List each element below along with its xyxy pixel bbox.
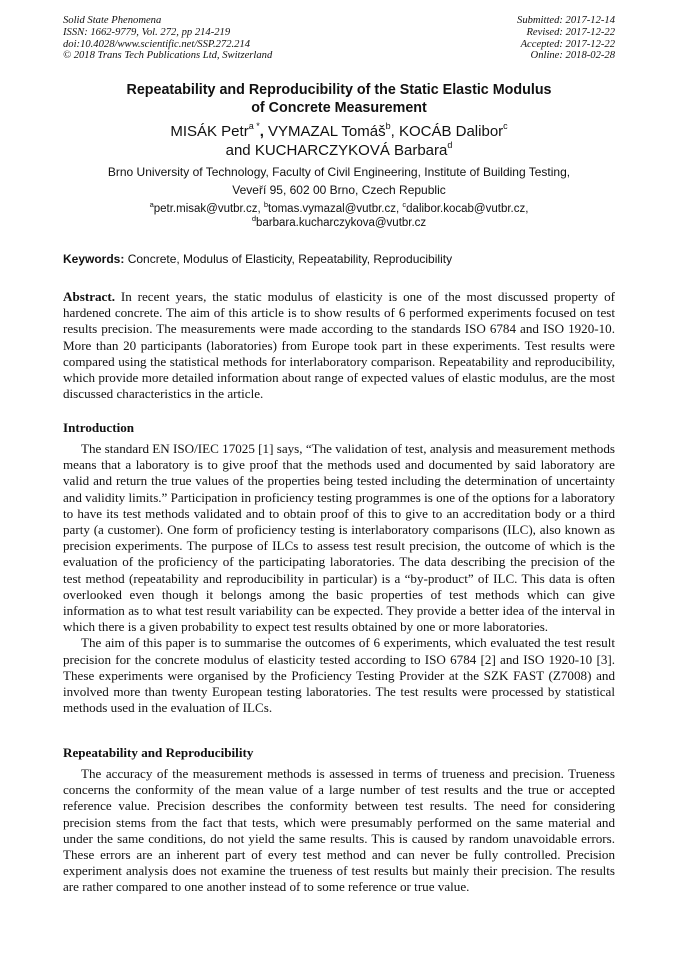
paper-title bbox=[63, 82, 615, 117]
email-sup: d bbox=[251, 214, 256, 223]
paragraph: The standard EN ISO/IEC 17025 [1] says, “The validation of test, analysis and measurement methods means that a laboratory is to give proof that the methods used and documented by said laboratory are valid and return the true values of the properties being tested including the determination of uncertainty and validity limits.” Participation in proficiency testing programmes is one of the options for a laboratory to have its test methods validated and to obtain proof of this to give to an accreditation body or a third party (a customer). One form of proficiency testing is interlaboratory comparisons (ILC), also known as precision experiments. The purpose of ILCs to assess test result precision, the outcome of which is the evaluation of the proficiency of the participating laboratories. The data describing the precision of the test method (repeatability and reproducibility in particular) is a “by-product” of ILC. This data is often overlooked even though it belongs among the basic properties of test methods which can give information as to what test result variability can be expected. They provide a better idea of the interval in which there is a given probability to expect test results obtained by one or more laboratories. bbox=[63, 441, 615, 635]
affiliation-line-1: Brno University of Technology, Faculty of Civil Engineering, Institute of Building Testing, bbox=[107, 165, 571, 179]
author-separator: , bbox=[390, 123, 399, 140]
paragraph: The accuracy of the measurement methods is assessed in terms of trueness and precision. Trueness concerns the conformity of the mean value of a large number of test results and the true or accepted reference value. Precision describes the conformity between test results. The need for considering precision stems from the fact that tests, which were presumably performed on the same material and under the same conditions, do not yield the same results. This is caused by random unavoidable errors. These errors are an inherent part of every test method and can never be fully controlled. Precision experiment analysis does not examine the trueness of test results but mainly their precision. The results are rather compared to one another instead of to some reference or true value. bbox=[63, 766, 615, 895]
author-name: VYMAZAL Tomáš bbox=[268, 123, 386, 140]
author-list bbox=[63, 122, 615, 160]
email-sup: a bbox=[149, 200, 154, 209]
dates-header bbox=[517, 15, 615, 62]
emails-line-2 bbox=[63, 216, 615, 230]
keywords-label: Keywords: bbox=[63, 252, 125, 266]
journal-header bbox=[63, 15, 272, 62]
author-sup: c bbox=[503, 121, 508, 131]
email-link: dalibor.kocab@vutbr.cz, bbox=[406, 203, 529, 215]
email-link: barbara.kucharczykova@vutbr.cz bbox=[255, 217, 427, 229]
abstract-text: In recent years, the static modulus of elasticity is one of the most discussed property of hardened concrete. The aim of this article is to show results of 6 performed experiments focused on test results precision. The measurements were made according to the standards ISO 6784 and ISO 1920-10. More than 20 participants (laboratories) from Europe took part in these experiments. Test results were compared using the statistical methods for interlaboratory comparison. Repeatability and reproducibility, which provide more detailed information about range of expected values of elastic modulus, are the most discussed characteristics in the article. bbox=[63, 289, 615, 402]
journal-name: Solid State Phenomena bbox=[63, 15, 162, 26]
author-and: and bbox=[225, 142, 255, 159]
author-name: KOCÁB Dalibor bbox=[398, 123, 504, 140]
email-sup: c bbox=[402, 200, 407, 209]
keywords bbox=[63, 252, 615, 267]
keywords-text: Concrete, Modulus of Elasticity, Repeatability, Reproducibility bbox=[124, 252, 453, 266]
introduction-body bbox=[63, 441, 615, 716]
abstract bbox=[63, 289, 615, 402]
author-sup: b bbox=[385, 121, 391, 131]
section-heading-repeatability: Repeatability and Reproducibility bbox=[63, 745, 254, 760]
title-line-2: of Concrete Measurement bbox=[251, 99, 427, 116]
section-heading-introduction: Introduction bbox=[63, 420, 135, 435]
email-link: petr.misak@vutbr.cz, bbox=[153, 203, 264, 215]
author-separator: , bbox=[259, 123, 269, 140]
date-online: Online: 2018-02-28 bbox=[530, 50, 615, 62]
affiliation-line-2: Veveří 95, 602 00 Brno, Czech Republic bbox=[232, 182, 446, 197]
author-sup: d bbox=[447, 140, 453, 150]
author-name: KUCHARCZYKOVÁ Barbara bbox=[254, 142, 448, 159]
author-sup: a * bbox=[248, 121, 260, 131]
date-revised: Revised: 2017-12-22 bbox=[526, 26, 615, 38]
affiliation bbox=[63, 164, 615, 199]
journal-doi: doi:10.4028/www.scientific.net/SSP.272.214 bbox=[63, 38, 251, 50]
date-submitted: Submitted: 2017-12-14 bbox=[517, 15, 615, 26]
date-accepted: Accepted: 2017-12-22 bbox=[520, 38, 615, 50]
authors-line-2 bbox=[63, 141, 615, 160]
author-name: MISÁK Petr bbox=[170, 123, 249, 140]
repeatability-body bbox=[63, 766, 615, 896]
email-link: tomas.vymazal@vutbr.cz, bbox=[268, 203, 403, 215]
journal-issn: ISSN: 1662-9779, Vol. 272, pp 214-219 bbox=[63, 26, 231, 38]
journal-copyright: © 2018 Trans Tech Publications Ltd, Switzerland bbox=[63, 50, 273, 62]
title-line-1: Repeatability and Reproducibility of the Static Elastic Modulus bbox=[126, 82, 552, 98]
email-sup: b bbox=[263, 200, 269, 209]
abstract-label: Abstract. bbox=[63, 289, 115, 304]
emails-line-1 bbox=[63, 202, 615, 216]
authors-line-1 bbox=[63, 122, 615, 141]
author-emails bbox=[63, 202, 615, 230]
paragraph: The aim of this paper is to summarise the outcomes of 6 experiments, which evaluated the test result precision for the concrete modulus of elasticity tested according to ISO 6784 [2] and ISO 1920-10 [3]. These experiments were organised by the Proficiency Testing Provider at the SZK FAST (Z7008) and involved more than twenty European testing laboratories. The test results were processed by statistical methods used in the evaluation of ILCs. bbox=[63, 635, 615, 716]
